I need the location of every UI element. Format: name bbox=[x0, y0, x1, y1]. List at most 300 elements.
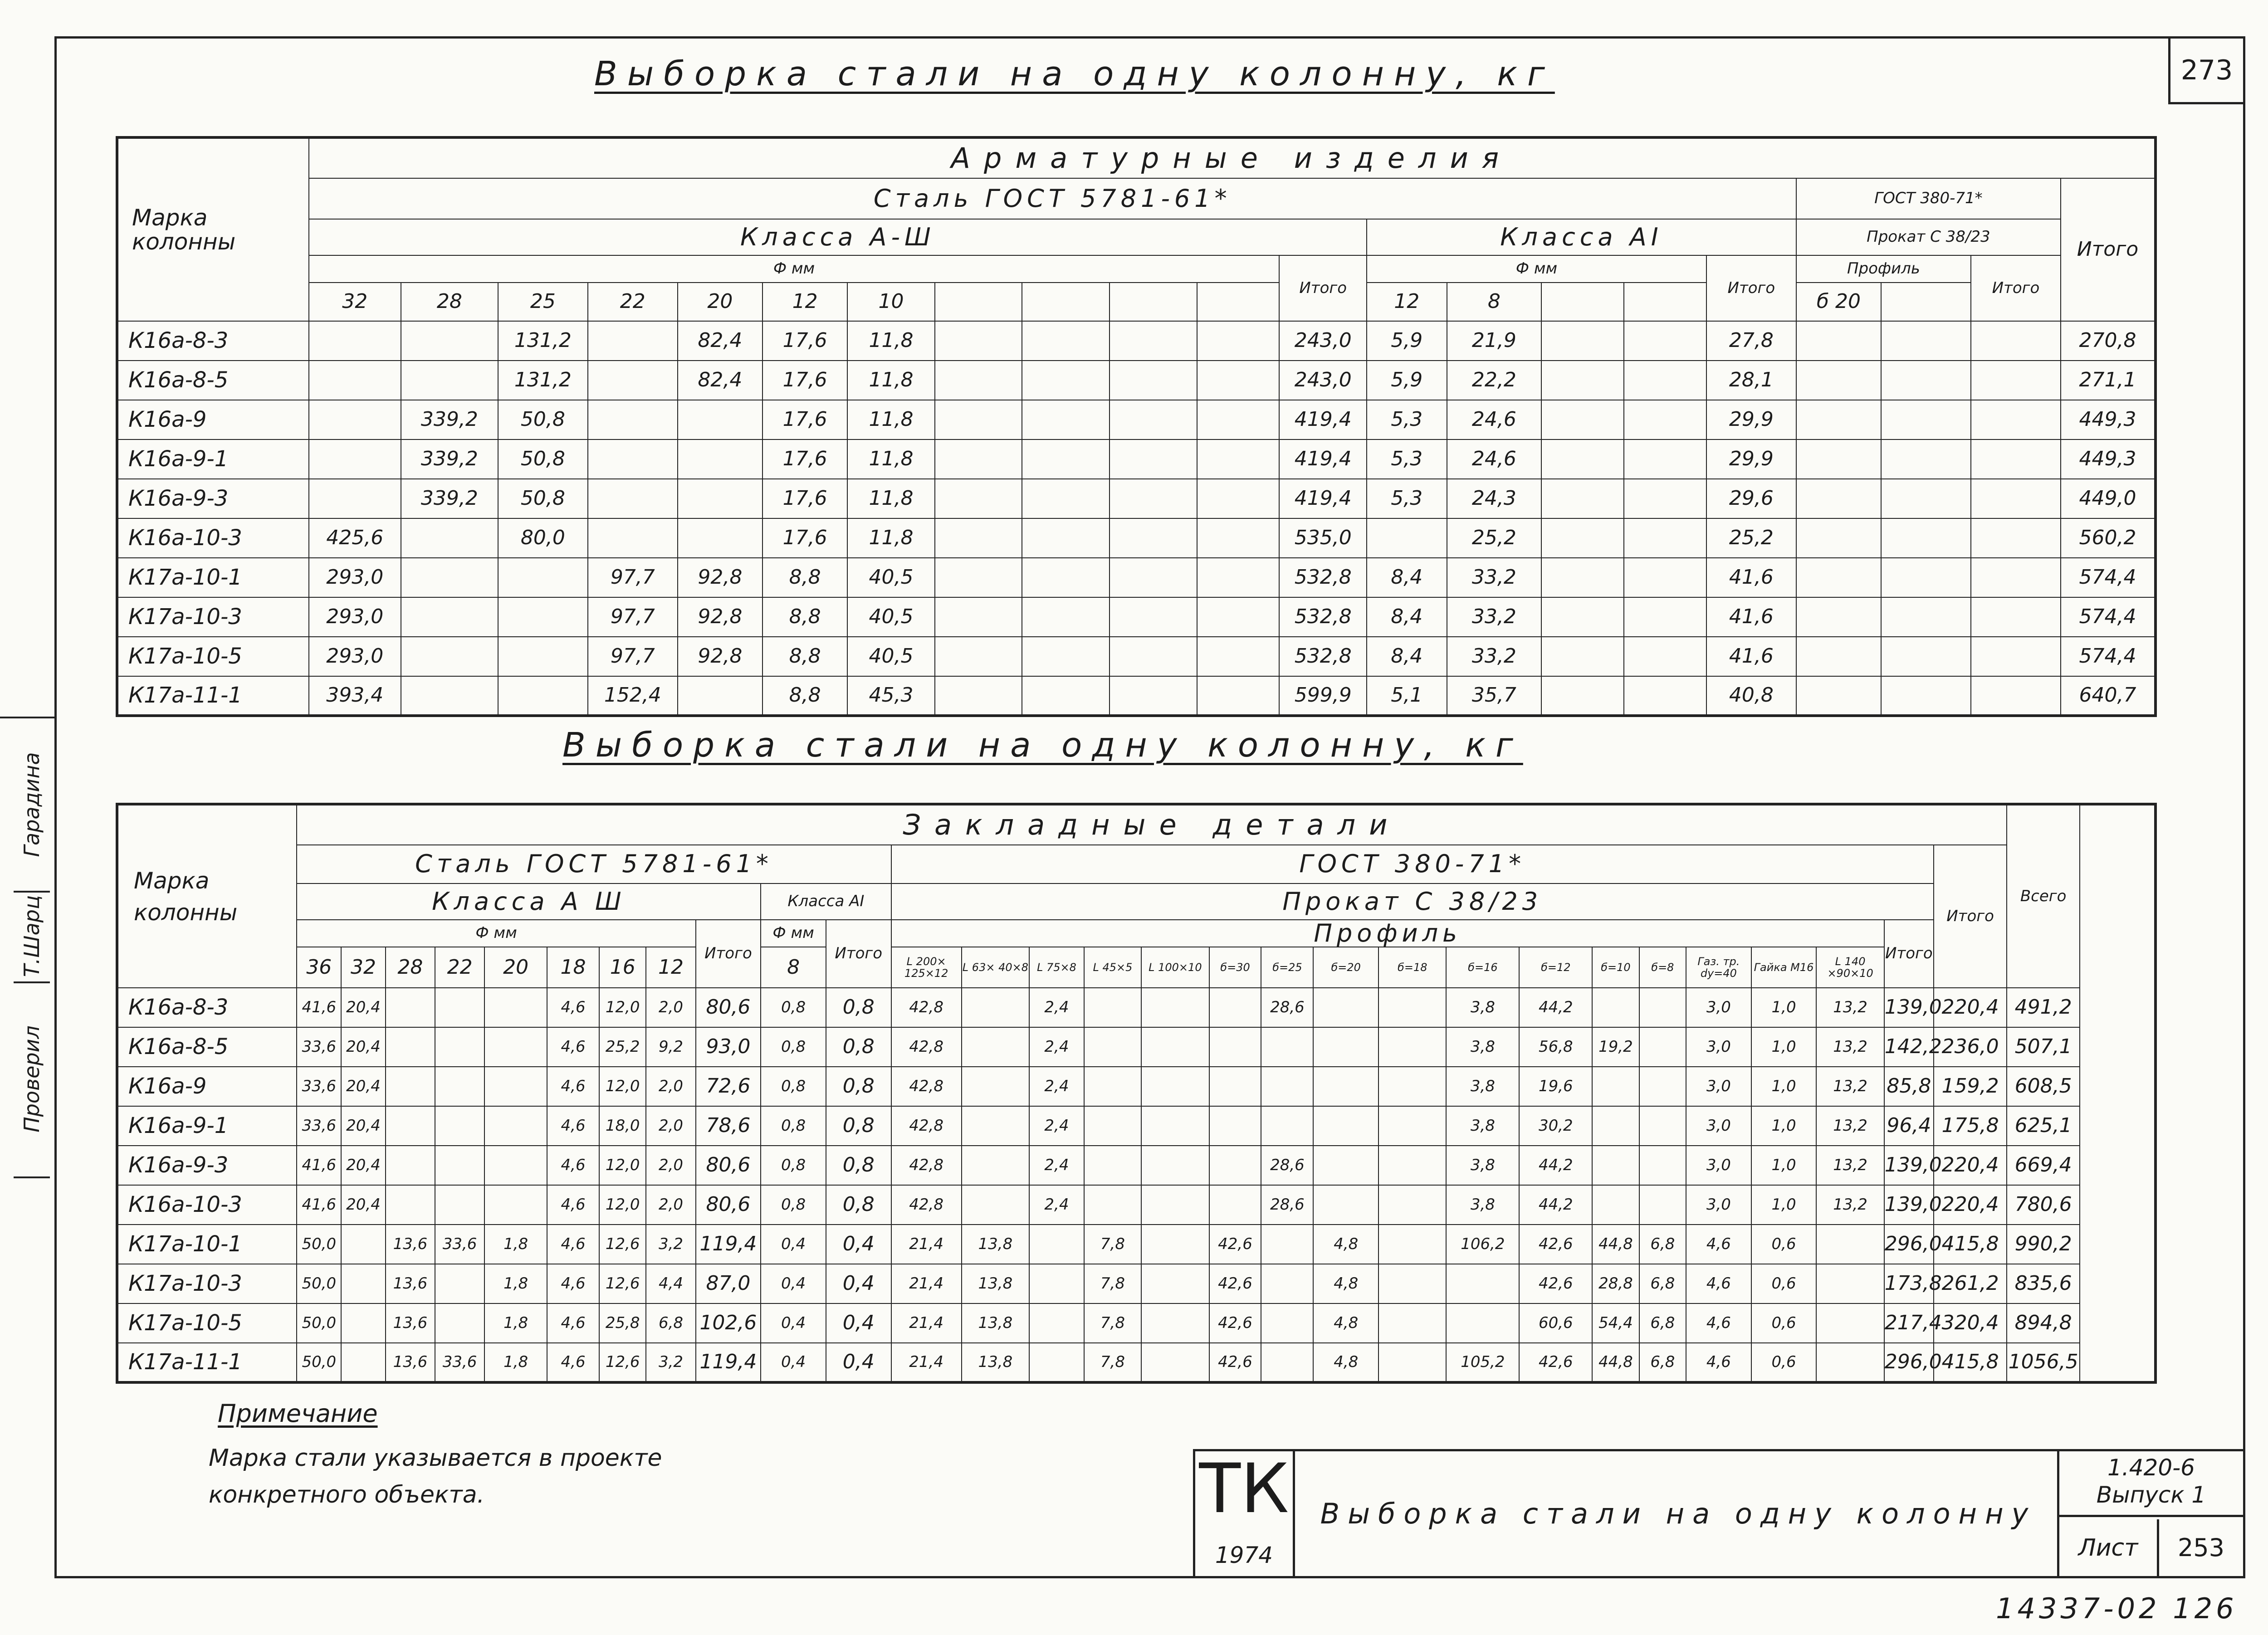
cell-p5 bbox=[1141, 1185, 1209, 1225]
cell-c20: 1,8 bbox=[484, 1264, 547, 1303]
table-row bbox=[117, 988, 2156, 1027]
cell-a25: 80,0 bbox=[498, 518, 588, 558]
cell-a12: 8,8 bbox=[763, 676, 847, 716]
cell-p9 bbox=[1378, 1303, 1446, 1343]
t1-h-total: Итого bbox=[2061, 178, 2156, 321]
cell-empty bbox=[1197, 518, 1280, 558]
cell-a12: 17,6 bbox=[763, 518, 847, 558]
t1-h-d10: 10 bbox=[847, 283, 935, 321]
cell-p9 bbox=[1378, 1106, 1446, 1146]
cell-c18: 4,6 bbox=[547, 1264, 599, 1303]
row-mark: К17а-10-3 bbox=[117, 597, 309, 637]
cell-p5 bbox=[1141, 988, 1209, 1027]
cell-it1: 119,4 bbox=[696, 1343, 761, 1382]
cell-p13 bbox=[1639, 1027, 1686, 1067]
title-block-mark: ТК bbox=[1199, 1450, 1289, 1528]
cell-p12: 44,8 bbox=[1592, 1225, 1639, 1264]
cell-it3 bbox=[1971, 597, 2061, 637]
sub-profile-4: L 45×5 bbox=[1084, 947, 1141, 988]
cell-p11: 19,6 bbox=[1519, 1067, 1592, 1106]
cell-total: 990,2 bbox=[2007, 1225, 2080, 1264]
cell-empty bbox=[1110, 518, 1197, 558]
cell-empty bbox=[1110, 400, 1197, 439]
cell-c18: 4,6 bbox=[547, 1027, 599, 1067]
cell-p8 bbox=[1313, 1185, 1378, 1225]
sub-d3-32: 32 bbox=[341, 947, 386, 988]
table-row bbox=[117, 361, 2156, 400]
title-block-mark-cell bbox=[1195, 1451, 1295, 1576]
table-row bbox=[117, 676, 2156, 716]
cell-it4: 220,4 bbox=[1934, 1185, 2007, 1225]
cell-c20: 1,8 bbox=[484, 1225, 547, 1264]
cell-a20 bbox=[678, 439, 763, 479]
cell-c28 bbox=[386, 1146, 435, 1185]
cell-it3: 139,0 bbox=[1884, 1185, 1934, 1225]
t2-h-class1: Класса АI bbox=[761, 883, 891, 920]
cell-empty bbox=[1624, 597, 1706, 637]
cell-it4: 320,4 bbox=[1934, 1303, 2007, 1343]
sub-profile-6: б=30 bbox=[1209, 947, 1261, 988]
cell-c36: 50,0 bbox=[297, 1264, 341, 1303]
cell-b8: 24,6 bbox=[1447, 400, 1542, 439]
cell-empty bbox=[1624, 479, 1706, 518]
cell-it4: 415,8 bbox=[1934, 1225, 2007, 1264]
cell-it2: 41,6 bbox=[1706, 637, 1796, 676]
cell-it2: 29,9 bbox=[1706, 400, 1796, 439]
cell-empty bbox=[1022, 558, 1110, 597]
cell-empty bbox=[1197, 479, 1280, 518]
cell-a10: 11,8 bbox=[847, 479, 935, 518]
cell-empty bbox=[1022, 637, 1110, 676]
cell-empty bbox=[1624, 321, 1706, 361]
cell-b12: 8,4 bbox=[1367, 558, 1447, 597]
cell-empty bbox=[1541, 597, 1624, 637]
cell-b12: 5,3 bbox=[1367, 479, 1447, 518]
cell-c22 bbox=[435, 1146, 484, 1185]
cell-p9 bbox=[1378, 1146, 1446, 1185]
cell-total: 491,2 bbox=[2007, 988, 2080, 1027]
cell-d8: 0,4 bbox=[761, 1343, 826, 1382]
cell-c16: 12,6 bbox=[599, 1343, 646, 1382]
cell-total: 449,3 bbox=[2061, 400, 2156, 439]
cell-d8: 0,4 bbox=[761, 1225, 826, 1264]
cell-d8: 0,4 bbox=[761, 1264, 826, 1303]
cell-p9 bbox=[1378, 1264, 1446, 1303]
cell-c36: 33,6 bbox=[297, 1106, 341, 1146]
row-mark: К17а-10-1 bbox=[117, 558, 309, 597]
cell-d8: 0,8 bbox=[761, 1027, 826, 1067]
cell-p16 bbox=[1816, 1303, 1884, 1343]
row-mark: К16а-9-3 bbox=[117, 1146, 297, 1185]
cell-it3: 217,4 bbox=[1884, 1303, 1934, 1343]
cell-c22 bbox=[435, 1264, 484, 1303]
cell-total: 894,8 bbox=[2007, 1303, 2080, 1343]
t2-h-dia3: Ф мм bbox=[297, 920, 695, 947]
cell-c22 bbox=[435, 1027, 484, 1067]
cell-p8 bbox=[1313, 1067, 1378, 1106]
cell-p10: 3,8 bbox=[1446, 1027, 1519, 1067]
cell-empty bbox=[1541, 518, 1624, 558]
cell-a32: 393,4 bbox=[309, 676, 401, 716]
cell-a10: 40,5 bbox=[847, 558, 935, 597]
sub-profile-3: L 75×8 bbox=[1029, 947, 1084, 988]
cell-c28: 13,6 bbox=[386, 1303, 435, 1343]
cell-p1: 21,4 bbox=[891, 1303, 962, 1343]
sub-d3-36: 36 bbox=[297, 947, 341, 988]
cell-p15: 1,0 bbox=[1751, 1146, 1817, 1185]
cell-p8: 4,8 bbox=[1313, 1264, 1378, 1303]
cell-a28 bbox=[401, 361, 498, 400]
table-row bbox=[117, 1027, 2156, 1067]
sub-d3-12: 12 bbox=[646, 947, 695, 988]
cell-p11: 42,6 bbox=[1519, 1343, 1592, 1382]
cell-p7 bbox=[1261, 1027, 1313, 1067]
cell-it3: 296,0 bbox=[1884, 1343, 1934, 1382]
t1-h-mark: Марка колонны bbox=[117, 137, 309, 321]
page-number: 273 bbox=[2168, 36, 2245, 104]
cell-c16: 12,0 bbox=[599, 1146, 646, 1185]
note-text: Марка стали указывается в проекте конкретного объекта. bbox=[209, 1445, 662, 1508]
cell-p16: 13,2 bbox=[1816, 1106, 1884, 1146]
cell-p14: 4,6 bbox=[1686, 1303, 1751, 1343]
cell-a12: 17,6 bbox=[763, 479, 847, 518]
cell-a28 bbox=[401, 637, 498, 676]
cell-c20 bbox=[484, 1067, 547, 1106]
cell-total: 270,8 bbox=[2061, 321, 2156, 361]
cell-c32: 20,4 bbox=[341, 1106, 386, 1146]
cell-it3: 96,4 bbox=[1884, 1106, 1934, 1146]
cell-p3 bbox=[1029, 1225, 1084, 1264]
cell-p8 bbox=[1313, 1106, 1378, 1146]
cell-it2: 0,4 bbox=[826, 1343, 891, 1382]
cell-it2: 27,8 bbox=[1706, 321, 1796, 361]
cell-p2: 13,8 bbox=[962, 1225, 1029, 1264]
cell-empty bbox=[1881, 518, 1971, 558]
cell-it4: 159,2 bbox=[1934, 1067, 2007, 1106]
table1-header bbox=[117, 137, 2156, 321]
cell-p7: 28,6 bbox=[1261, 988, 1313, 1027]
cell-b8: 35,7 bbox=[1447, 676, 1542, 716]
cell-a12: 17,6 bbox=[763, 439, 847, 479]
cell-empty bbox=[1624, 637, 1706, 676]
table1-reinforcement bbox=[116, 136, 2157, 717]
title-block-year: 1974 bbox=[1215, 1542, 1273, 1568]
cell-p7 bbox=[1261, 1303, 1313, 1343]
cell-c36: 41,6 bbox=[297, 1185, 341, 1225]
t1-h-empty bbox=[1541, 283, 1624, 321]
cell-p20 bbox=[1796, 676, 1881, 716]
cell-a10: 45,3 bbox=[847, 676, 935, 716]
cell-total: 574,4 bbox=[2061, 597, 2156, 637]
row-mark: К17а-11-1 bbox=[117, 676, 309, 716]
sub-profile-10: б=16 bbox=[1446, 947, 1519, 988]
cell-p7: 28,6 bbox=[1261, 1146, 1313, 1185]
cell-c36: 50,0 bbox=[297, 1225, 341, 1264]
cell-it4: 261,2 bbox=[1934, 1264, 2007, 1303]
cell-p14: 3,0 bbox=[1686, 1106, 1751, 1146]
cell-c16: 25,2 bbox=[599, 1027, 646, 1067]
cell-empty bbox=[1110, 479, 1197, 518]
cell-c12: 2,0 bbox=[646, 1185, 695, 1225]
table1-body bbox=[117, 321, 2156, 716]
cell-p10: 106,2 bbox=[1446, 1225, 1519, 1264]
sub-d3-16: 16 bbox=[599, 947, 646, 988]
cell-c16: 12,0 bbox=[599, 988, 646, 1027]
cell-p7 bbox=[1261, 1106, 1313, 1146]
cell-empty bbox=[1110, 597, 1197, 637]
cell-a20 bbox=[678, 400, 763, 439]
cell-empty bbox=[1022, 676, 1110, 716]
t2-h-itogo-a: Итого bbox=[696, 920, 761, 988]
cell-p12: 28,8 bbox=[1592, 1264, 1639, 1303]
cell-a25: 50,8 bbox=[498, 479, 588, 518]
cell-p6: 42,6 bbox=[1209, 1225, 1261, 1264]
cell-a10: 40,5 bbox=[847, 597, 935, 637]
cell-p20 bbox=[1796, 558, 1881, 597]
table-row bbox=[117, 1264, 2156, 1303]
cell-it2: 0,4 bbox=[826, 1225, 891, 1264]
cell-empty bbox=[935, 558, 1022, 597]
t1-h-gost: ГОСТ 380-71* bbox=[1796, 178, 2061, 219]
row-mark: К17а-10-3 bbox=[117, 1264, 297, 1303]
cell-p7: 28,6 bbox=[1261, 1185, 1313, 1225]
cell-c16: 12,0 bbox=[599, 1067, 646, 1106]
cell-it3 bbox=[1971, 676, 2061, 716]
cell-p2 bbox=[962, 1067, 1029, 1106]
cell-empty bbox=[1624, 518, 1706, 558]
cell-empty bbox=[1541, 676, 1624, 716]
cell-a32: 293,0 bbox=[309, 637, 401, 676]
cell-a12: 17,6 bbox=[763, 400, 847, 439]
row-mark: К16а-8-3 bbox=[117, 988, 297, 1027]
cell-c36: 33,6 bbox=[297, 1027, 341, 1067]
sub-profile-1: L 200× 125×12 bbox=[891, 947, 962, 988]
t1-h-d12: 12 bbox=[763, 283, 847, 321]
sub-d3-22: 22 bbox=[435, 947, 484, 988]
title-block-series: 1.420-6 bbox=[2107, 1454, 2195, 1481]
row-mark: К17а-10-5 bbox=[117, 637, 309, 676]
t1-h-itogo1: Итого bbox=[1279, 255, 1367, 321]
cell-b12: 5,3 bbox=[1367, 400, 1447, 439]
t1-h-dia3: Ф мм bbox=[309, 255, 1280, 283]
cell-p15: 1,0 bbox=[1751, 1106, 1817, 1146]
cell-it3 bbox=[1971, 637, 2061, 676]
t1-h-rolled: Прокат С 38/23 bbox=[1796, 219, 2061, 255]
cell-p16: 13,2 bbox=[1816, 1185, 1884, 1225]
cell-p14: 3,0 bbox=[1686, 988, 1751, 1027]
cell-b12: 8,4 bbox=[1367, 597, 1447, 637]
t2-h-rolled: Прокат С 38/23 bbox=[891, 883, 1934, 920]
cell-a10: 11,8 bbox=[847, 400, 935, 439]
cell-a25: 131,2 bbox=[498, 361, 588, 400]
cell-empty bbox=[1022, 439, 1110, 479]
table2-embedded-parts bbox=[116, 803, 2157, 1384]
cell-it1: 243,0 bbox=[1279, 361, 1367, 400]
cell-empty bbox=[1881, 479, 1971, 518]
cell-b8: 33,2 bbox=[1447, 637, 1542, 676]
cell-it1: 93,0 bbox=[696, 1027, 761, 1067]
cell-empty bbox=[1541, 479, 1624, 518]
t1-h-b12: 12 bbox=[1367, 283, 1447, 321]
cell-p8: 4,8 bbox=[1313, 1303, 1378, 1343]
cell-p11: 44,2 bbox=[1519, 988, 1592, 1027]
cell-c18: 4,6 bbox=[547, 1106, 599, 1146]
title-block-series-cell bbox=[2059, 1451, 2243, 1517]
cell-it3 bbox=[1971, 321, 2061, 361]
sub-profile-14: Газ. тр. dу=40 bbox=[1686, 947, 1751, 988]
cell-a25 bbox=[498, 558, 588, 597]
cell-p20 bbox=[1796, 361, 1881, 400]
cell-a32 bbox=[309, 479, 401, 518]
cell-d8: 0,4 bbox=[761, 1303, 826, 1343]
strip-text-2: Т.Шарц bbox=[20, 895, 44, 977]
cell-a32 bbox=[309, 400, 401, 439]
cell-it3: 173,8 bbox=[1884, 1264, 1934, 1303]
cell-p4 bbox=[1084, 1027, 1141, 1067]
sub-profile-7: б=25 bbox=[1261, 947, 1313, 988]
cell-p5 bbox=[1141, 1303, 1209, 1343]
cell-c36: 33,6 bbox=[297, 1067, 341, 1106]
sub-profile-2: L 63× 40×8 bbox=[962, 947, 1029, 988]
cell-p12 bbox=[1592, 1067, 1639, 1106]
cell-it1: 119,4 bbox=[696, 1225, 761, 1264]
t2-h-class3: Класса А Ш bbox=[297, 883, 761, 920]
cell-d8: 0,8 bbox=[761, 1146, 826, 1185]
cell-empty bbox=[1881, 558, 1971, 597]
cell-p10: 3,8 bbox=[1446, 988, 1519, 1027]
t1-h-dia1: Ф мм bbox=[1367, 255, 1706, 283]
cell-c22 bbox=[435, 1185, 484, 1225]
cell-p6: 42,6 bbox=[1209, 1264, 1261, 1303]
cell-p14: 4,6 bbox=[1686, 1264, 1751, 1303]
cell-a28: 339,2 bbox=[401, 400, 498, 439]
cell-c12: 2,0 bbox=[646, 1106, 695, 1146]
row-mark: К17а-11-1 bbox=[117, 1343, 297, 1382]
table-row bbox=[117, 321, 2156, 361]
cell-a10: 11,8 bbox=[847, 439, 935, 479]
cell-empty bbox=[1197, 637, 1280, 676]
cell-a32: 293,0 bbox=[309, 597, 401, 637]
sub-profile-15: Гайка М16 bbox=[1751, 947, 1817, 988]
cell-c20: 1,8 bbox=[484, 1303, 547, 1343]
cell-p9 bbox=[1378, 1225, 1446, 1264]
cell-p1: 21,4 bbox=[891, 1225, 962, 1264]
cell-empty bbox=[1541, 637, 1624, 676]
cell-c18: 4,6 bbox=[547, 1067, 599, 1106]
cell-p20 bbox=[1796, 597, 1881, 637]
t1-h-itogo3: Итого bbox=[1971, 255, 2061, 321]
table-row bbox=[117, 518, 2156, 558]
cell-it1: 532,8 bbox=[1279, 637, 1367, 676]
cell-p16: 13,2 bbox=[1816, 1146, 1884, 1185]
cell-it2: 0,8 bbox=[826, 1146, 891, 1185]
cell-a32: 293,0 bbox=[309, 558, 401, 597]
cell-p10: 3,8 bbox=[1446, 1146, 1519, 1185]
cell-empty bbox=[1624, 676, 1706, 716]
cell-it2: 0,8 bbox=[826, 1106, 891, 1146]
cell-p5 bbox=[1141, 1027, 1209, 1067]
cell-c36: 41,6 bbox=[297, 1146, 341, 1185]
cell-p20 bbox=[1796, 479, 1881, 518]
cell-empty bbox=[1022, 400, 1110, 439]
cell-it1: 532,8 bbox=[1279, 597, 1367, 637]
cell-p5 bbox=[1141, 1106, 1209, 1146]
t2-h-profile: Профиль bbox=[891, 920, 1884, 947]
cell-p4: 7,8 bbox=[1084, 1264, 1141, 1303]
cell-total: 271,1 bbox=[2061, 361, 2156, 400]
t2-h-gost: ГОСТ 380-71* bbox=[891, 845, 1934, 883]
sub-profile-9: б=18 bbox=[1378, 947, 1446, 988]
cell-p4 bbox=[1084, 1146, 1141, 1185]
cell-a22 bbox=[588, 321, 678, 361]
cell-it1: 419,4 bbox=[1279, 400, 1367, 439]
cell-d8: 0,8 bbox=[761, 1067, 826, 1106]
sub-profile-5: L 100×10 bbox=[1141, 947, 1209, 988]
t1-h-b8: 8 bbox=[1447, 283, 1542, 321]
table-row bbox=[117, 1343, 2156, 1382]
cell-it1: 419,4 bbox=[1279, 479, 1367, 518]
cell-c12: 2,0 bbox=[646, 1067, 695, 1106]
sub-d1-8: 8 bbox=[761, 947, 826, 988]
cell-a10: 11,8 bbox=[847, 321, 935, 361]
cell-d8: 0,8 bbox=[761, 1106, 826, 1146]
cell-it3 bbox=[1971, 439, 2061, 479]
cell-p12 bbox=[1592, 1146, 1639, 1185]
cell-empty bbox=[1110, 676, 1197, 716]
cell-it3 bbox=[1971, 518, 2061, 558]
cell-p20 bbox=[1796, 637, 1881, 676]
row-mark: К17а-10-1 bbox=[117, 1225, 297, 1264]
cell-c16: 12,6 bbox=[599, 1264, 646, 1303]
cell-p6 bbox=[1209, 988, 1261, 1027]
cell-a22: 97,7 bbox=[588, 637, 678, 676]
title-block-issue: Выпуск 1 bbox=[2096, 1482, 2206, 1508]
cell-b8: 33,2 bbox=[1447, 597, 1542, 637]
row-mark: К16а-10-3 bbox=[117, 1185, 297, 1225]
cell-c18: 4,6 bbox=[547, 1146, 599, 1185]
cell-a22: 97,7 bbox=[588, 597, 678, 637]
table-row bbox=[117, 1106, 2156, 1146]
cell-empty bbox=[1110, 361, 1197, 400]
table-row bbox=[117, 479, 2156, 518]
sub-profile-11: б=12 bbox=[1519, 947, 1592, 988]
cell-it4: 236,0 bbox=[1934, 1027, 2007, 1067]
cell-p3: 2,4 bbox=[1029, 1106, 1084, 1146]
t1-h-empty bbox=[935, 283, 1022, 321]
cell-b8: 33,2 bbox=[1447, 558, 1542, 597]
cell-empty bbox=[1022, 518, 1110, 558]
sub-profile-13: б=8 bbox=[1639, 947, 1686, 988]
t2-h-group: Закладные детали bbox=[297, 804, 2007, 845]
cell-p13 bbox=[1639, 1067, 1686, 1106]
cell-c22 bbox=[435, 1067, 484, 1106]
cell-it2: 29,6 bbox=[1706, 479, 1796, 518]
t1-h-empty bbox=[1197, 283, 1280, 321]
cell-it4: 220,4 bbox=[1934, 988, 2007, 1027]
cell-c20 bbox=[484, 1146, 547, 1185]
cell-b8: 24,6 bbox=[1447, 439, 1542, 479]
cell-p5 bbox=[1141, 1343, 1209, 1382]
t1-h-class1: Класса АI bbox=[1367, 219, 1796, 255]
cell-c36: 50,0 bbox=[297, 1303, 341, 1343]
sub-d3-28: 28 bbox=[386, 947, 435, 988]
table-row bbox=[117, 558, 2156, 597]
cell-it1: 87,0 bbox=[696, 1264, 761, 1303]
strip-cell-2 bbox=[14, 891, 50, 983]
cell-a28 bbox=[401, 321, 498, 361]
cell-it1: 102,6 bbox=[696, 1303, 761, 1343]
cell-total: 640,7 bbox=[2061, 676, 2156, 716]
